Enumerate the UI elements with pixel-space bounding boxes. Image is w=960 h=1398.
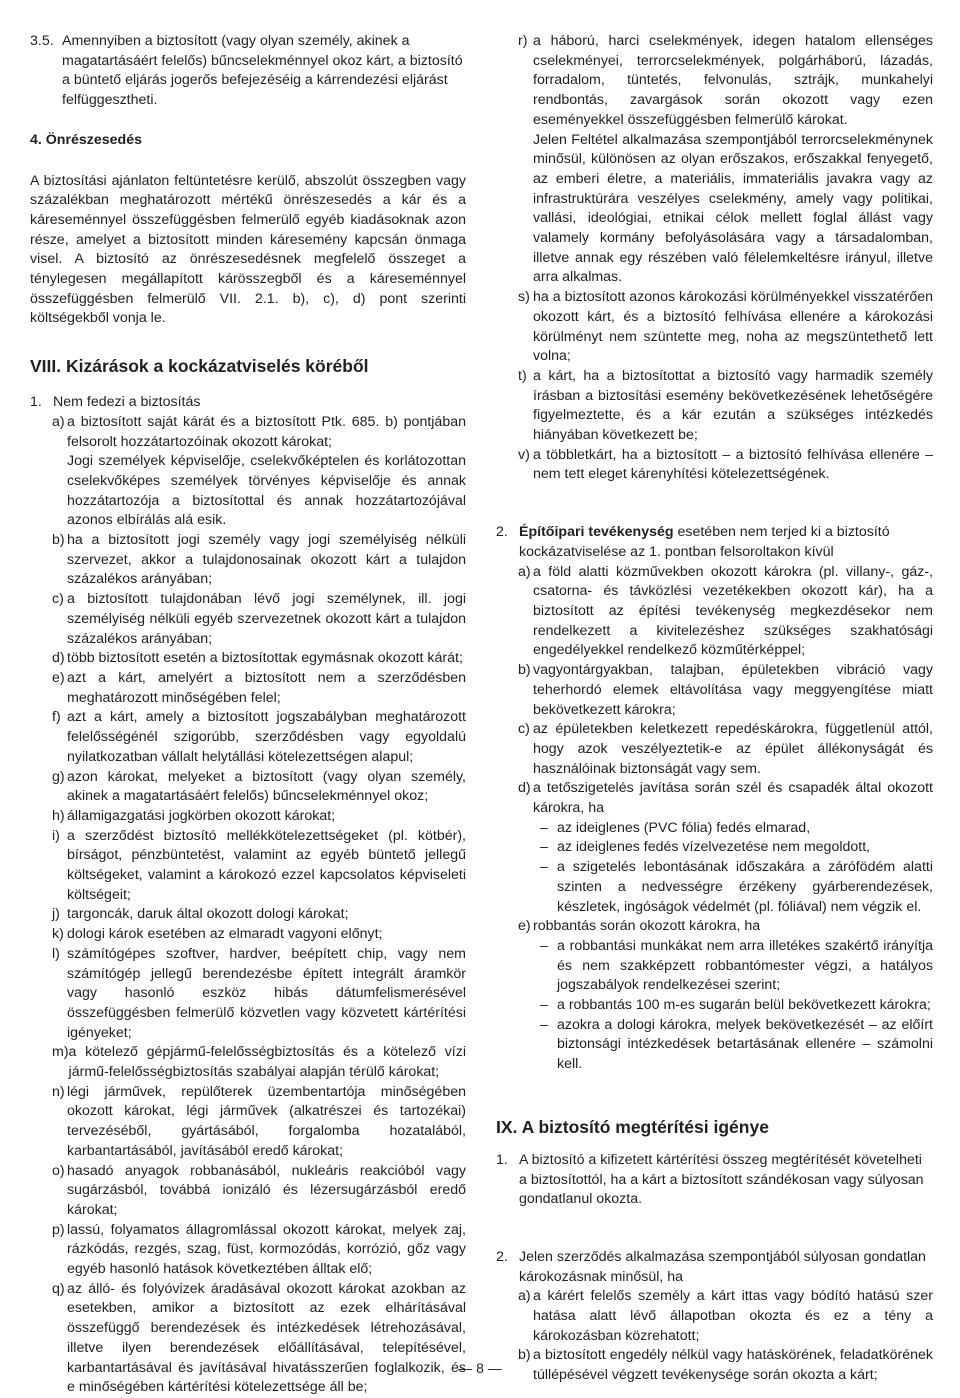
list-item: [52, 531, 466, 590]
point-text: Jelen szerződés alkalmazása szempontjából súlyosan gondatlan károkozásnak minősül, ha: [519, 1248, 926, 1285]
point-number: 1.: [30, 394, 42, 411]
list-item: [52, 768, 466, 807]
item-text: ha a biztosított azonos károkozási körülményekkel visszatérően okozott kárt, és a biztosító felhívása ellenére a károkozási körülményt nem szüntette meg, noha az megszüntethető lett volna;: [533, 289, 933, 365]
list-item: [518, 779, 933, 818]
item-label: j): [52, 906, 60, 923]
dash-item: [540, 838, 933, 858]
item-text: vagyontárgyakban, talajban, épületekben vibráció vagy teherhordó elemek eltávolítása vagy meggyengítése miatt bekövetkezett károkra;: [533, 662, 933, 718]
item-text: a föld alatti közművekben okozott károkra (pl. villany-, gáz-, csatorna- és távközlési vezetékekben okozott kár), ha a biztosított az építési tevékenység megkezdésekor nem rendelkezett a kivitelezéshez szükséges szakhatósági engedélyekkel rendelkező közműtérképpel;: [533, 563, 933, 659]
list-item: [52, 669, 466, 708]
dash-marker: –: [540, 937, 548, 954]
item-text: az épületekben keletkezett repedéskárokra, függetlenül attól, hogy azok veszélyeztetik-e az épület állékonyságát és használóinak biztonságát vagy sem.: [533, 721, 933, 777]
section-number: 3.5.: [30, 33, 54, 49]
item-label: d): [518, 780, 531, 797]
item-label: h): [52, 807, 65, 824]
list-item: [52, 590, 466, 649]
item-label: k): [52, 926, 64, 943]
item-text: ha a biztosított jogi személy vagy jogi személyiség nélküli szervezet, akkor a tulajdonosainak okozott kárt a tulajdon százalékos arányában;: [67, 532, 466, 588]
list-item: [518, 661, 933, 720]
item-label: p): [52, 1221, 65, 1238]
item-label: [518, 131, 533, 289]
list-item: [518, 917, 933, 937]
item-label: f): [52, 709, 61, 726]
list-item: [52, 708, 466, 767]
heading-onreszesedes: 4. Önrészesedés: [30, 131, 142, 148]
list-item: [52, 925, 466, 945]
construction-exclusion-list: [496, 563, 933, 1075]
list-item: [52, 649, 466, 669]
list-item: [52, 1280, 466, 1398]
item-text: államigazgatási jogkörben okozott károkat;: [67, 807, 336, 824]
item-text: a kötelező gépjármű-felelősségbiztosítás és a kötelező vízi jármű-felelősségbiztosítás szabályai alapján térülő károkat;: [68, 1044, 466, 1081]
dash-marker: –: [540, 1016, 548, 1033]
ix-point-2: [496, 1248, 933, 1287]
item-text: a kárért felelős személy a kárt ittas vagy bódító hatású szer hatása alatt lévő állapotban okozta és ez a tény a károkozásban közrehatott;: [533, 1288, 933, 1344]
item-text: a biztosított engedély nélkül vagy hatáskörének, feladatkörének túllépésével végzett tevékenysége során okozta a kárt;: [533, 1347, 933, 1384]
dash-marker: –: [540, 859, 548, 876]
item-label: c): [518, 721, 530, 738]
dash-text: az ideiglenes fedés vízelvezetése nem megoldott,: [557, 839, 871, 856]
list-item: [518, 288, 933, 367]
item-label: a): [518, 1288, 531, 1305]
item-text: robbantás során okozott károkra, ha: [533, 918, 761, 935]
left-column: [30, 32, 466, 1398]
list-item: [52, 1043, 466, 1082]
item-label: d): [52, 650, 65, 667]
list-item: [518, 131, 933, 289]
point-2: [496, 523, 933, 562]
point-rest: esetében nem terjed ki a biztosító kockázatviselése az 1. pontban felsoroltakon kívül: [519, 524, 890, 560]
item-text: dologi károk esetében az elmaradt vagyoni előnyt;: [67, 926, 383, 943]
point-number: 1.: [496, 1151, 508, 1168]
dash-marker: –: [540, 997, 548, 1014]
ix-point-1: [496, 1151, 933, 1210]
list-item: [518, 720, 933, 779]
item-label: a): [518, 563, 531, 580]
item-text: Jelen Feltétel alkalmazása szempontjából terrorcselekménynek minősül, különösen az olyan erőszakos, erőszakkal fenyegető, az emberi életre, a materiális, immateriális javakra vagy az infrastruktúrára veszélyes cselekmény, amely vagy politikai, vallási, ideológiai, etnikai célok mellett foglal állást vagy valamely kormány befolyásolására vagy a társadalomban, illetve annak egy részében való félelemkeltésre irányul, illetve arra alkalmas.: [533, 131, 933, 286]
dash-marker: –: [540, 819, 548, 836]
list-item: [52, 1221, 466, 1280]
item-text: a kárt, ha a biztosítottat a biztosító vagy harmadik személy írásban a biztosítási esemény bekövetkezésének lehetőségére figyelmeztette, és a kár ezután a szükséges intézkedés hiányában következett be;: [533, 367, 933, 444]
item-label: b): [518, 1347, 531, 1364]
item-text: a tetőszigetelés javítása során szél és csapadék által okozott károkra, ha: [533, 780, 933, 817]
exclusion-list: [30, 413, 466, 1398]
point-1: [30, 393, 466, 413]
item-label: e): [518, 918, 531, 935]
point-text: Nem fedezi a biztosítás: [53, 394, 201, 411]
point-number: 2.: [496, 1248, 508, 1265]
list-item: [52, 413, 466, 452]
item-text: a szerződést biztosító mellékkötelezettségeket (pl. kötbér), bírságot, pénzbüntetést, valamint az egyéb büntető jellegű költségeket, valamint a károkozó ezzel kapcsolatos képviseleti költségeit;: [67, 827, 466, 903]
item-text: a biztosított tulajdonában lévő jogi személynek, ill. jogi személyiség nélküli egyéb szervezetnek okozott kárt a tulajdon százalékos arányában;: [67, 591, 466, 647]
dash-item: [540, 937, 933, 996]
item-label: t): [518, 367, 527, 384]
dash-text: az ideiglenes (PVC fólia) fedés elmarad,: [557, 819, 811, 836]
list-item: [52, 1083, 466, 1162]
item-label: e): [52, 669, 65, 686]
item-text: több biztosított esetén a biztosítottak egymásnak okozott kárát;: [67, 650, 463, 667]
exclusion-list-continued: [496, 32, 933, 485]
heading-ix: IX. A biztosító megtérítési igénye: [496, 1116, 769, 1137]
point-number: 2.: [496, 524, 508, 541]
item-text: a biztosított saját kárát és a biztosított Ptk. 685. b) pontjában felsorolt hozzátartozóinak okozott károkat;: [67, 413, 466, 450]
paragraph-onreszesedes: A biztosítási ajánlaton feltüntetésre kerülő, abszolút összegben vagy százalékban meghatározott mértékű önrészesedés a kár és a káreseménnyel összefüggésben felmerülő egyéb kiadásoknak azon része, amelyet a biztosított minden káresemény kapcsán önmaga visel. A biztosító az önrészesedésnek megfelelő összeget a ténylegesen megállapított kárösszegből és a káreseménnyel összefüggésben felmerülő VII. 2.1. b), c), d) pont szerinti költségekből vonja le.: [30, 172, 466, 327]
item-label: [52, 452, 67, 531]
dash-text: azokra a dologi károkra, melyek bekövetkezését – az előírt biztonsági intézkedések betartásának ellenére – számolni kell.: [557, 1016, 933, 1073]
dash-item: [540, 1016, 933, 1075]
item-text: Jogi személyek képviselője, cselekvőképtelen és korlátozottan cselekvőképes személyek törvényes képviselője és annak hozzátartozója a biztosítottal és annak hozzátartozójával azonos elbírálás alá esik.: [67, 453, 466, 529]
point-text: [519, 523, 933, 562]
page-number: — 8 —: [458, 1360, 502, 1376]
list-item: [52, 807, 466, 827]
item-text: számítógépes szoftver, hardver, beépített chip, vagy nem számítógép jellegű berendezésbe épített integrált áramkör vagy hasonló eszköz hibás dátumfelismerésével összefüggésben felmerülő közvetlen vagy közvetett kártérítési igényeket;: [67, 945, 466, 1041]
item-label: m): [52, 1044, 69, 1061]
item-label: b): [52, 532, 65, 549]
item-text: a háború, harci cselekmények, idegen hatalom ellenséges cselekményei, terrorcselekmények, polgárháború, lázadás, forradalom, tüntetés, felvonulás, sztrájk, munkahelyi rendbontás, zavargások során okozott vagy ezen eseményekkel összefüggésben felmerülő károkat.: [533, 33, 933, 128]
section-text: Amennyiben a biztosított (vagy olyan személy, akinek a magatartásáért felelős) bűncselekménnyel okoz kárt, a biztosító a büntető eljárás jogerős befejezéséig a kárrendezési eljárást felfüggesztheti.: [62, 33, 463, 109]
item-text: hasadó anyagok robbanásából, nukleáris reakcióból vagy sugárzásból, továbbá ionizáló és lézersugárzásból eredő károkat;: [67, 1162, 466, 1218]
list-item: [518, 32, 933, 131]
list-item: [52, 827, 466, 906]
item-text: azt a kárt, amelyért a biztosított nem a szerződésben meghatározott minőségében felel;: [67, 669, 466, 706]
point-bold-term: Építőipari tevékenység: [519, 524, 674, 541]
section-3-5: [30, 32, 466, 111]
item-text: targoncák, daruk által okozott dologi károkat;: [67, 906, 349, 923]
list-item: [518, 446, 933, 485]
dash-text: a szigetelés lebontásának időszakára a zárófödém alatti szinten a nedvességre érzékeny gyárberendezések, készletek, ingóságok védelmét (pl. fóliával) nem végzik el.: [557, 859, 933, 915]
item-text: a többletkárt, ha a biztosított – a biztosító felhívása ellenére – nem tett eleget kárenyhítési kötelezettségének.: [533, 446, 933, 483]
item-label: s): [518, 289, 530, 306]
item-label: v): [518, 446, 530, 463]
dash-marker: –: [540, 839, 548, 856]
list-item: [52, 1162, 466, 1221]
item-label: r): [518, 33, 528, 49]
heading-viii: VIII. Kizárások a kockázatviselés köréből: [30, 356, 369, 377]
item-text: lassú, folyamatos állagromlással okozott károkat, melyek zaj, rázkódás, rezgés, szag, füst, kormozódás, korrózió, gőz vagy egyéb hasonló hatások következtében álltak elő;: [67, 1221, 466, 1278]
item-label: o): [52, 1162, 65, 1179]
dash-text: a robbantási munkákat nem arra illetékes szakértő irányítja és nem szakképzett robbantómester végzi, a hatályos jogszabályok rendelkezései szerint;: [557, 937, 933, 994]
list-item: [52, 452, 466, 531]
point-text: A biztosító a kifizetett kártérítési összeg megtérítését követelheti a biztosítottól, ha a kárt a biztosított szándékosan vagy súlyosan gondatlanul okozta.: [519, 1151, 924, 1208]
item-label: n): [52, 1083, 65, 1100]
item-text: az álló- és folyóvizek áradásával okozott károkat azokban az esetekben, amikor a biztosított az ezek elhárításával összefüggő berendezések és intézkedések létrehozásával, illetve ilyen berendezések előállításával, telepítésével, karbantartásával és javításával hivatásszerűen foglalkozik, és e minőségében kártérítési kötelezettsége áll be;: [67, 1280, 466, 1396]
list-item: [52, 905, 466, 925]
item-label: b): [518, 662, 531, 679]
dash-item: [540, 996, 933, 1016]
dash-item: [540, 858, 933, 917]
item-text: azon károkat, melyeket a biztosított (vagy olyan személy, akinek a magatartásáért felelős) bűncselekménnyel okoz;: [67, 768, 466, 805]
item-label: i): [52, 827, 60, 844]
list-item: [518, 367, 933, 446]
right-column: [496, 32, 933, 1386]
item-label: g): [52, 768, 65, 785]
item-label: a): [52, 413, 65, 430]
list-item: [518, 563, 933, 662]
dash-item: [540, 819, 933, 839]
item-label: q): [52, 1280, 65, 1297]
item-label: l): [52, 945, 60, 962]
item-text: légi járművek, repülőterek üzembentartója minőségében okozott károkat, légi járművek (alkatrészei és tartozékai) tervezéséből, gyártásából, forgalomba hozatalából, karbantartásából, javításából eredő károkat;: [67, 1083, 466, 1159]
item-text: azt a kárt, amely a biztosított jogszabályban meghatározott felelősségénél szigorúbb, szerződésben vagy egyoldalú nyilatkozatban vállalt helytállási kötelezettségen alapul;: [67, 709, 466, 765]
dash-text: a robbantás 100 m-es sugarán belül bekövetkezett károkra;: [557, 997, 931, 1014]
list-item: [518, 1287, 933, 1346]
item-label: c): [52, 591, 64, 608]
list-item: [52, 945, 466, 1044]
